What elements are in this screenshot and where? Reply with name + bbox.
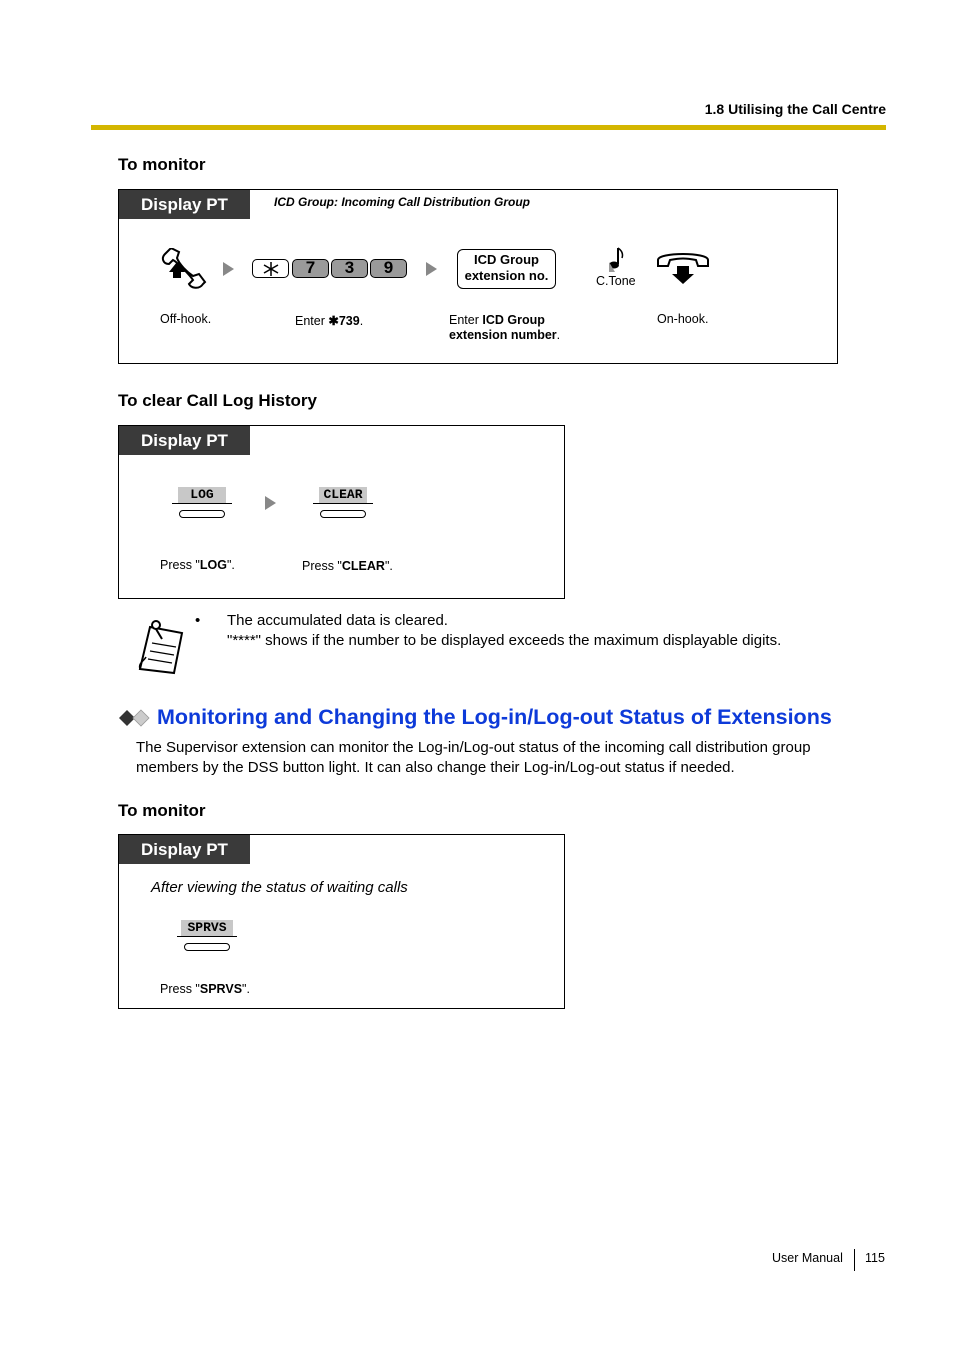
monitor2-procedure-box: [118, 834, 565, 1009]
onhook-caption: On-hook.: [657, 312, 709, 326]
step-arrow: [426, 262, 437, 276]
monitor-heading: To monitor: [118, 155, 206, 174]
icd-note: ICD Group: Incoming Call Distribution Group: [274, 195, 530, 209]
log-softkey: [172, 487, 232, 518]
header-rule: [91, 125, 886, 130]
clear-softkey: [313, 487, 373, 518]
footer-label: User Manual: [772, 1251, 843, 1265]
enter-icd-caption: Enter ICD Group extension number.: [449, 313, 561, 342]
log-softkey-label: LOG: [178, 487, 226, 503]
star-key-icon: [252, 259, 289, 278]
icd-group-extension-box: [457, 249, 556, 289]
after-viewing-text: After viewing the status of waiting calls: [151, 879, 408, 896]
note-line2: "****" shows if the number to be displayed exceeds the maximum displayable digits.: [227, 632, 782, 649]
header-section-title: 1.8 Utilising the Call Centre: [704, 101, 886, 117]
off-hook-icon: [159, 248, 209, 290]
section-body-line2: members by the DSS button light. It can also change their Log-in/Log-out status if needed.: [136, 759, 735, 776]
on-hook-icon: [656, 250, 710, 286]
clear-heading: To clear Call Log History: [118, 391, 318, 410]
press-clear-caption: Press "CLEAR".: [302, 559, 393, 573]
monitor2-heading: To monitor: [118, 801, 206, 820]
diamond-bullet-icon: [119, 709, 151, 727]
enter-code-caption: Enter ✱739.: [295, 314, 364, 328]
display-pt-tab: Display PT: [119, 835, 250, 864]
note-line1: The accumulated data is cleared.: [227, 612, 448, 629]
note-pad-icon: [136, 617, 188, 675]
offhook-caption: Off-hook.: [160, 312, 212, 326]
sprvs-softkey-label: SPRVS: [181, 920, 233, 936]
step-arrow: [223, 262, 234, 276]
music-note-icon: [607, 246, 627, 274]
footer-divider: [854, 1249, 855, 1271]
note-bullet: •: [195, 612, 201, 629]
section-body-line1: The Supervisor extension can monitor the Log-in/Log-out status of the incoming call distribution group: [136, 739, 811, 756]
key-sequence: [252, 259, 410, 279]
display-pt-tab: Display PT: [119, 190, 250, 219]
clear-softkey-label: CLEAR: [319, 487, 367, 503]
press-sprvs-caption: Press "SPRVS".: [160, 982, 250, 996]
clear-procedure-box: [118, 425, 565, 599]
monitor-procedure-box: [118, 189, 838, 364]
step-arrow: [265, 496, 276, 510]
icd-box-line1: ICD Group: [474, 252, 539, 267]
softkey-button-icon: [320, 510, 366, 518]
icd-box-line2: extension no.: [464, 268, 549, 283]
softkey-button-icon: [179, 510, 225, 518]
sprvs-softkey: [177, 920, 237, 951]
digit-key: 9: [370, 259, 407, 278]
display-pt-tab: Display PT: [119, 426, 250, 455]
page-number: 115: [865, 1251, 885, 1265]
digit-key: 3: [331, 259, 368, 278]
ctone-label: C.Tone: [596, 274, 636, 288]
digit-key: 7: [292, 259, 329, 278]
section-title: Monitoring and Changing the Log-in/Log-out Status of Extensions: [157, 705, 832, 729]
softkey-button-icon: [184, 943, 230, 951]
press-log-caption: Press "LOG".: [160, 558, 235, 572]
